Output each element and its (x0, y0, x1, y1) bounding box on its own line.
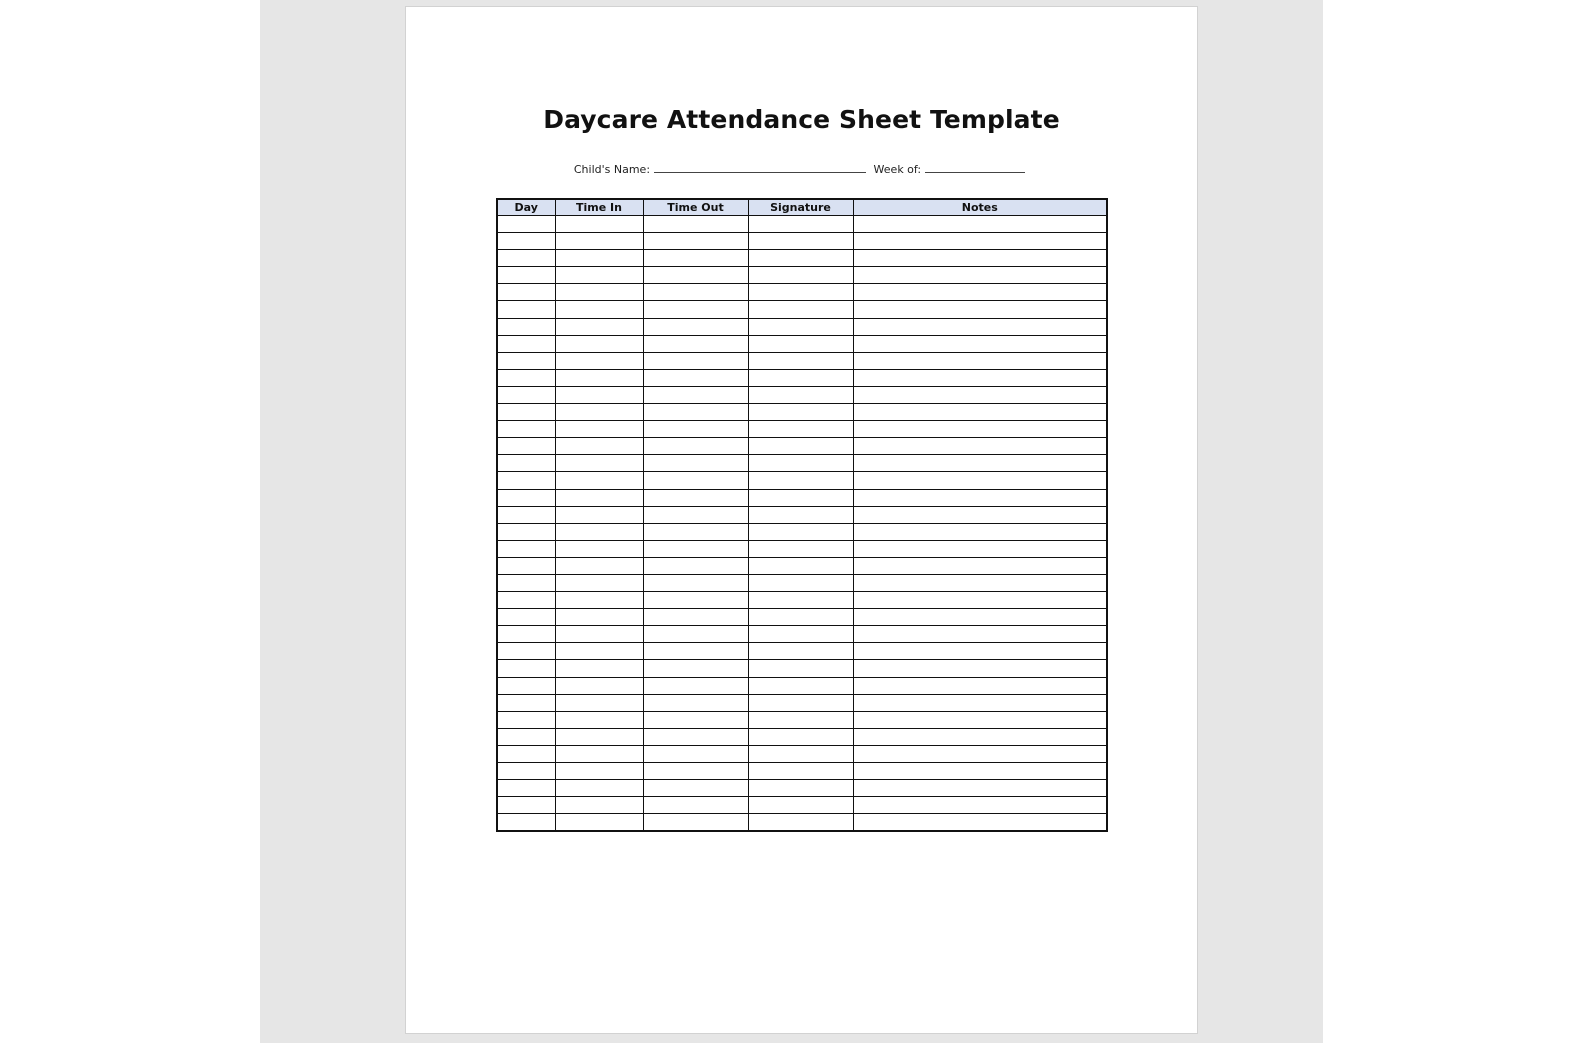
table-cell[interactable] (643, 284, 748, 301)
table-cell[interactable] (497, 216, 555, 233)
table-cell[interactable] (643, 301, 748, 318)
table-cell[interactable] (643, 745, 748, 762)
child-name-label: Child's Name: (573, 163, 651, 176)
table-cell[interactable] (748, 660, 853, 677)
table-cell[interactable] (555, 728, 643, 745)
table-cell[interactable] (643, 592, 748, 609)
table-cell[interactable] (853, 643, 1107, 660)
table-cell[interactable] (853, 763, 1107, 780)
table-cell[interactable] (497, 404, 555, 421)
table-cell[interactable] (853, 523, 1107, 540)
table-cell[interactable] (643, 335, 748, 352)
table-row (497, 216, 1107, 233)
table-cell[interactable] (748, 267, 853, 284)
table-row (497, 489, 1107, 506)
table-cell[interactable] (748, 711, 853, 728)
table-cell[interactable] (853, 745, 1107, 762)
table-cell[interactable] (643, 386, 748, 403)
document-page (405, 6, 1198, 1034)
table-cell[interactable] (643, 506, 748, 523)
table-cell[interactable] (555, 711, 643, 728)
table-cell[interactable] (555, 694, 643, 711)
table-row (497, 421, 1107, 438)
table-cell[interactable] (853, 301, 1107, 318)
table-cell[interactable] (643, 404, 748, 421)
table-row (497, 814, 1107, 832)
table-row (497, 592, 1107, 609)
table-cell[interactable] (643, 318, 748, 335)
table-cell[interactable] (853, 711, 1107, 728)
table-cell[interactable] (555, 797, 643, 814)
table-cell[interactable] (853, 352, 1107, 369)
table-cell[interactable] (748, 574, 853, 591)
table-cell[interactable] (555, 643, 643, 660)
table-cell[interactable] (853, 267, 1107, 284)
table-cell[interactable] (497, 592, 555, 609)
table-cell[interactable] (643, 711, 748, 728)
table-cell[interactable] (497, 660, 555, 677)
table-cell[interactable] (497, 301, 555, 318)
table-row (497, 763, 1107, 780)
table-cell[interactable] (555, 250, 643, 267)
table-cell[interactable] (555, 626, 643, 643)
table-cell[interactable] (748, 404, 853, 421)
table-cell[interactable] (497, 780, 555, 797)
table-cell[interactable] (555, 352, 643, 369)
table-cell[interactable] (555, 763, 643, 780)
table-row (497, 626, 1107, 643)
table-cell[interactable] (497, 574, 555, 591)
table-cell[interactable] (497, 677, 555, 694)
table-cell[interactable] (748, 592, 853, 609)
table-row (497, 677, 1107, 694)
table-cell[interactable] (853, 404, 1107, 421)
table-cell[interactable] (748, 626, 853, 643)
table-cell[interactable] (853, 216, 1107, 233)
table-cell[interactable] (555, 489, 643, 506)
table-cell[interactable] (748, 318, 853, 335)
table-cell[interactable] (497, 745, 555, 762)
table-row (497, 540, 1107, 557)
table-cell[interactable] (555, 267, 643, 284)
table-cell[interactable] (853, 780, 1107, 797)
table-cell[interactable] (555, 386, 643, 403)
attendance-table (496, 198, 1108, 832)
table-cell[interactable] (643, 267, 748, 284)
child-name-field[interactable] (654, 162, 866, 173)
table-cell[interactable] (497, 421, 555, 438)
table-cell[interactable] (643, 489, 748, 506)
table-cell[interactable] (555, 369, 643, 386)
table-cell[interactable] (853, 250, 1107, 267)
table-cell[interactable] (555, 318, 643, 335)
table-cell[interactable] (853, 797, 1107, 814)
table-cell[interactable] (748, 284, 853, 301)
table-cell[interactable] (853, 592, 1107, 609)
table-cell[interactable] (748, 643, 853, 660)
table-cell[interactable] (555, 404, 643, 421)
table-row (497, 352, 1107, 369)
table-cell[interactable] (853, 694, 1107, 711)
column-header-signature: Signature (748, 199, 853, 216)
table-cell[interactable] (853, 438, 1107, 455)
table-cell[interactable] (643, 643, 748, 660)
table-cell[interactable] (853, 574, 1107, 591)
table-cell[interactable] (853, 609, 1107, 626)
table-cell[interactable] (748, 677, 853, 694)
table-row (497, 694, 1107, 711)
table-cell[interactable] (497, 694, 555, 711)
column-header-time-in: Time In (555, 199, 643, 216)
table-cell[interactable] (853, 557, 1107, 574)
table-cell[interactable] (853, 814, 1107, 832)
table-row (497, 472, 1107, 489)
week-of-field[interactable] (925, 162, 1025, 173)
table-cell[interactable] (853, 626, 1107, 643)
table-cell[interactable] (643, 250, 748, 267)
table-row (497, 438, 1107, 455)
table-cell[interactable] (555, 574, 643, 591)
table-cell[interactable] (748, 233, 853, 250)
table-cell[interactable] (497, 318, 555, 335)
table-cell[interactable] (748, 489, 853, 506)
table-cell[interactable] (497, 797, 555, 814)
table-cell[interactable] (555, 592, 643, 609)
table-cell[interactable] (748, 369, 853, 386)
table-row (497, 660, 1107, 677)
table-cell[interactable] (497, 609, 555, 626)
table-cell[interactable] (555, 540, 643, 557)
table-cell[interactable] (643, 626, 748, 643)
column-header-time-out: Time Out (643, 199, 748, 216)
table-cell[interactable] (497, 814, 555, 832)
table-cell[interactable] (643, 609, 748, 626)
table-cell[interactable] (497, 233, 555, 250)
table-row (497, 797, 1107, 814)
table-cell[interactable] (643, 728, 748, 745)
table-cell[interactable] (643, 797, 748, 814)
table-cell[interactable] (643, 677, 748, 694)
table-cell[interactable] (748, 728, 853, 745)
table-cell[interactable] (497, 728, 555, 745)
table-cell[interactable] (555, 455, 643, 472)
table-cell[interactable] (555, 301, 643, 318)
table-cell[interactable] (643, 660, 748, 677)
table-cell[interactable] (748, 386, 853, 403)
table-cell[interactable] (497, 763, 555, 780)
table-cell[interactable] (497, 711, 555, 728)
table-cell[interactable] (853, 540, 1107, 557)
page-title: Daycare Attendance Sheet Template (543, 105, 1060, 134)
table-cell[interactable] (497, 335, 555, 352)
table-row (497, 557, 1107, 574)
table-header-row (497, 199, 1107, 216)
table-cell[interactable] (555, 216, 643, 233)
table-cell[interactable] (555, 438, 643, 455)
table-cell[interactable] (497, 455, 555, 472)
table-cell[interactable] (555, 506, 643, 523)
table-row (497, 574, 1107, 591)
table-cell[interactable] (748, 763, 853, 780)
table-cell[interactable] (643, 352, 748, 369)
table-cell[interactable] (555, 814, 643, 832)
table-row (497, 301, 1107, 318)
table-row (497, 745, 1107, 762)
table-cell[interactable] (555, 780, 643, 797)
table-cell[interactable] (853, 506, 1107, 523)
table-row (497, 609, 1107, 626)
table-row (497, 233, 1107, 250)
table-cell[interactable] (497, 472, 555, 489)
table-row (497, 335, 1107, 352)
table-cell[interactable] (853, 660, 1107, 677)
table-row (497, 506, 1107, 523)
table-cell[interactable] (748, 421, 853, 438)
table-cell[interactable] (497, 284, 555, 301)
table-cell[interactable] (643, 694, 748, 711)
table-cell[interactable] (748, 472, 853, 489)
table-cell[interactable] (497, 643, 555, 660)
table-cell[interactable] (748, 335, 853, 352)
table-row (497, 780, 1107, 797)
table-cell[interactable] (853, 233, 1107, 250)
table-cell[interactable] (497, 506, 555, 523)
table-cell[interactable] (555, 745, 643, 762)
table-row (497, 318, 1107, 335)
table-cell[interactable] (748, 250, 853, 267)
table-cell[interactable] (853, 489, 1107, 506)
table-cell[interactable] (853, 386, 1107, 403)
table-cell[interactable] (853, 318, 1107, 335)
table-row (497, 728, 1107, 745)
table-cell[interactable] (643, 574, 748, 591)
table-cell[interactable] (748, 694, 853, 711)
table-cell[interactable] (555, 284, 643, 301)
table-cell[interactable] (748, 523, 853, 540)
table-cell[interactable] (748, 780, 853, 797)
table-cell[interactable] (497, 523, 555, 540)
table-row (497, 523, 1107, 540)
table-cell[interactable] (497, 540, 555, 557)
table-cell[interactable] (853, 472, 1107, 489)
table-cell[interactable] (555, 677, 643, 694)
table-cell[interactable] (497, 267, 555, 284)
table-cell[interactable] (643, 438, 748, 455)
table-cell[interactable] (748, 301, 853, 318)
table-cell[interactable] (853, 455, 1107, 472)
table-cell[interactable] (643, 814, 748, 832)
table-cell[interactable] (497, 386, 555, 403)
table-row (497, 386, 1107, 403)
table-row (497, 711, 1107, 728)
table-cell[interactable] (853, 677, 1107, 694)
table-cell[interactable] (555, 660, 643, 677)
table-row (497, 404, 1107, 421)
table-row (497, 284, 1107, 301)
table-cell[interactable] (497, 489, 555, 506)
table-cell[interactable] (555, 523, 643, 540)
table-cell[interactable] (748, 352, 853, 369)
column-header-day: Day (497, 199, 555, 216)
table-cell[interactable] (748, 745, 853, 762)
table-cell[interactable] (643, 763, 748, 780)
table-cell[interactable] (748, 609, 853, 626)
table-cell[interactable] (853, 728, 1107, 745)
table-cell[interactable] (497, 438, 555, 455)
table-cell[interactable] (748, 814, 853, 832)
table-cell[interactable] (748, 216, 853, 233)
table-cell[interactable] (853, 421, 1107, 438)
column-header-notes: Notes (853, 199, 1107, 216)
table-cell[interactable] (497, 557, 555, 574)
table-cell[interactable] (643, 780, 748, 797)
table-cell[interactable] (643, 455, 748, 472)
table-cell[interactable] (748, 506, 853, 523)
attendance-table-body (497, 216, 1107, 832)
table-cell[interactable] (497, 250, 555, 267)
table-cell[interactable] (643, 472, 748, 489)
week-of-label: Week of: (873, 163, 922, 176)
table-row (497, 267, 1107, 284)
table-cell[interactable] (497, 369, 555, 386)
table-cell[interactable] (555, 335, 643, 352)
table-cell[interactable] (643, 421, 748, 438)
table-row (497, 369, 1107, 386)
table-cell[interactable] (643, 540, 748, 557)
table-cell[interactable] (555, 421, 643, 438)
table-cell[interactable] (497, 626, 555, 643)
table-cell[interactable] (643, 523, 748, 540)
table-cell[interactable] (555, 233, 643, 250)
table-cell[interactable] (643, 557, 748, 574)
table-cell[interactable] (748, 557, 853, 574)
table-cell[interactable] (748, 438, 853, 455)
table-cell[interactable] (748, 455, 853, 472)
table-cell[interactable] (748, 797, 853, 814)
table-cell[interactable] (555, 472, 643, 489)
table-cell[interactable] (853, 284, 1107, 301)
table-cell[interactable] (643, 216, 748, 233)
table-cell[interactable] (643, 369, 748, 386)
table-cell[interactable] (555, 557, 643, 574)
table-cell[interactable] (643, 233, 748, 250)
table-row (497, 643, 1107, 660)
table-cell[interactable] (748, 540, 853, 557)
table-row (497, 455, 1107, 472)
table-row (497, 250, 1107, 267)
table-cell[interactable] (853, 335, 1107, 352)
table-cell[interactable] (555, 609, 643, 626)
table-cell[interactable] (497, 352, 555, 369)
table-cell[interactable] (853, 369, 1107, 386)
header-fields (406, 162, 1197, 176)
